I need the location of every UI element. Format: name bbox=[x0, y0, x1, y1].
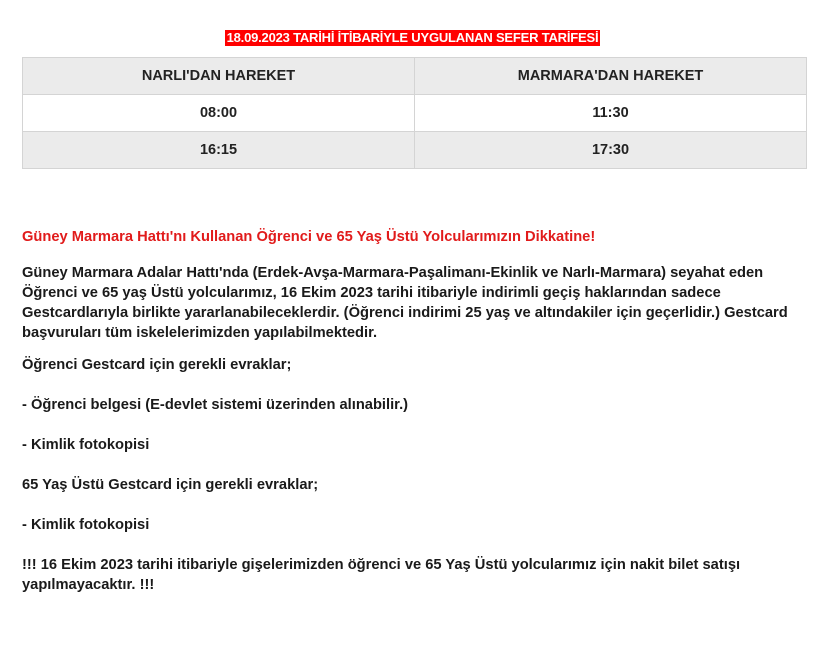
schedule-table bbox=[22, 57, 807, 169]
senior-doc-item: - Kimlik fotokopisi bbox=[22, 517, 150, 533]
marmara-departure-time: 11:30 bbox=[415, 95, 807, 132]
page-title: 18.09.2023 TARİHİ İTİBARİYLE UYGULANAN SEFER TARİFESİ bbox=[226, 30, 599, 45]
announcement-heading: Güney Marmara Hattı'nı Kullanan Öğrenci ve 65 Yaş Üstü Yolcularımızın Dikkatine! bbox=[22, 229, 596, 245]
cash-sale-warning: !!! 16 Ekim 2023 tarihi itibariyle gişelerimizden öğrenci ve 65 Yaş Üstü yolcularımız için nakit bilet satışı yapılmayacaktır. !!! bbox=[22, 557, 741, 593]
column-header-narli: NARLI'DAN HAREKET bbox=[23, 58, 415, 95]
student-docs-heading: Öğrenci Gestcard için gerekli evraklar; bbox=[22, 357, 292, 373]
student-doc-item: - Kimlik fotokopisi bbox=[22, 437, 150, 453]
title-container bbox=[0, 29, 825, 47]
senior-docs-heading: 65 Yaş Üstü Gestcard için gerekli evraklar; bbox=[22, 477, 319, 493]
student-doc-item: - Öğrenci belgesi (E-devlet sistemi üzerinden alınabilir.) bbox=[22, 397, 409, 413]
announcement-body: Güney Marmara Adalar Hattı'nda (Erdek-Avşa-Marmara-Paşalimanı-Ekinlik ve Narlı-Marmara) seyahat eden Öğrenci ve 65 yaş Üstü yolcularımız, 16 Ekim 2023 tarihi itibariyle indirimli geçiş haklarından sadece Gestcardlarıyla birlikte yararlanabileceklerdir. (Öğrenci indirimi 25 yaş ve altındakiler için geçerlidir.) Gestcard başvuruları tüm iskelelerimizden yapılabilmektedir. bbox=[22, 265, 788, 341]
marmara-departure-time: 17:30 bbox=[415, 132, 807, 169]
table-header-row bbox=[23, 58, 807, 95]
table-row bbox=[23, 132, 807, 169]
table-row bbox=[23, 95, 807, 132]
column-header-marmara: MARMARA'DAN HAREKET bbox=[415, 58, 807, 95]
announcement-section bbox=[22, 227, 812, 615]
narli-departure-time: 08:00 bbox=[23, 95, 415, 132]
narli-departure-time: 16:15 bbox=[23, 132, 415, 169]
